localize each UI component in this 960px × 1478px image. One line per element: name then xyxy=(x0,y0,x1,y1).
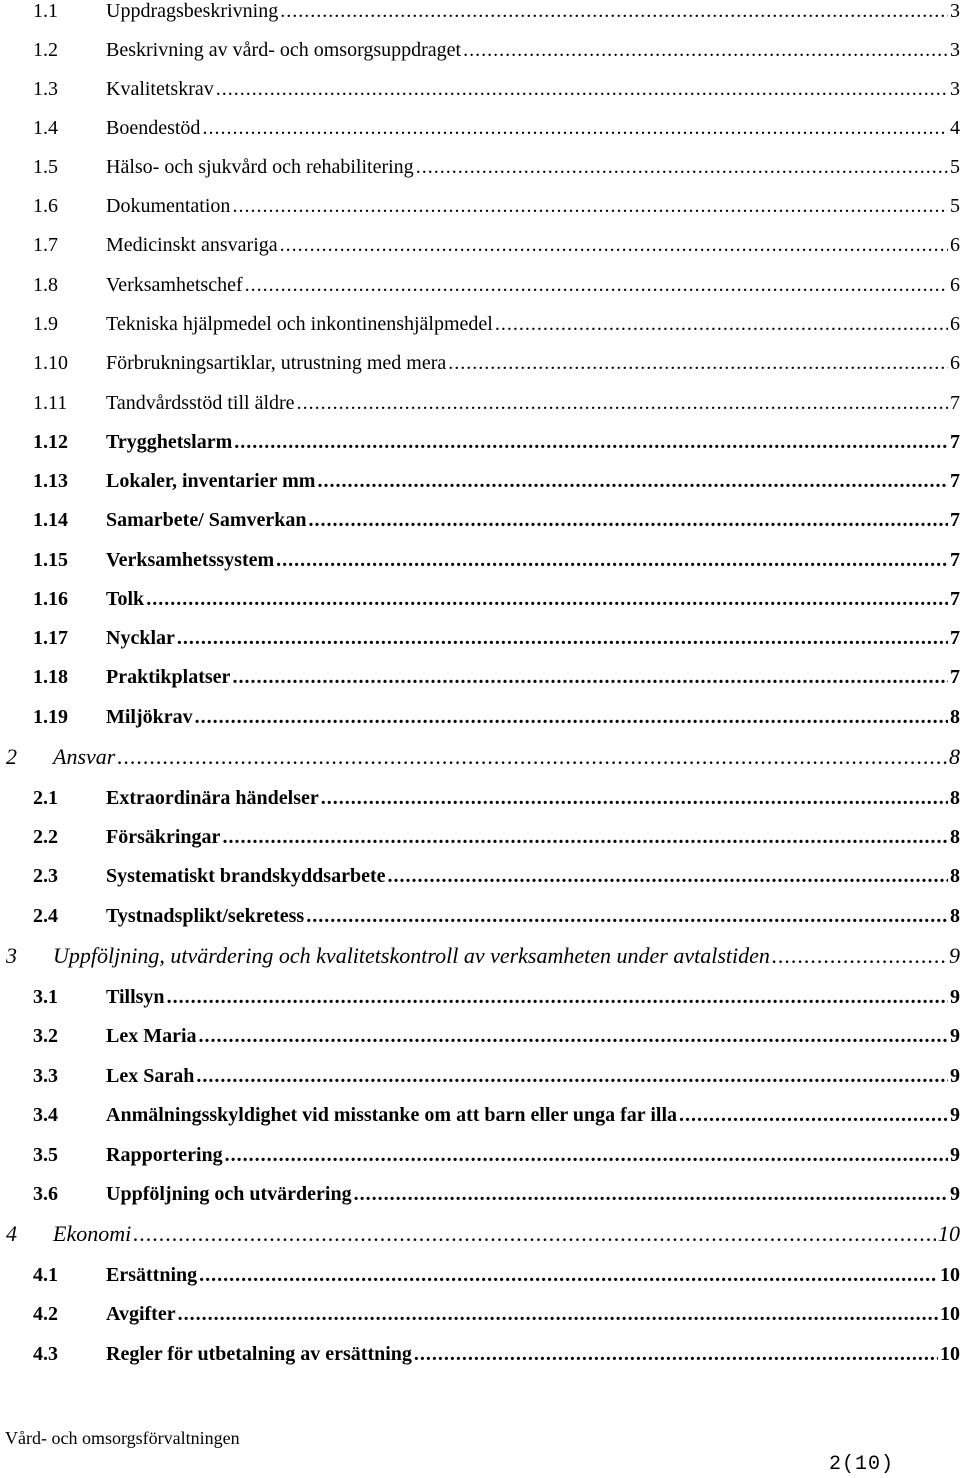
toc-entry-title: Kvalitetskrav xyxy=(106,78,214,100)
toc-entry[interactable] xyxy=(0,702,960,732)
toc-entry-page: 5 xyxy=(950,156,960,178)
toc-entry-page: 8 xyxy=(950,865,960,887)
toc-entry[interactable] xyxy=(0,466,960,496)
toc-entry-title: Lokaler, inventarier mm xyxy=(106,470,316,492)
toc-entry[interactable] xyxy=(0,113,960,143)
toc-entry-title: Ansvar xyxy=(53,744,116,769)
toc-entry-number: 1.5 xyxy=(33,156,58,178)
toc-entry-title: Rapportering xyxy=(106,1144,223,1166)
toc-dot-leader xyxy=(245,270,948,300)
toc-entry[interactable] xyxy=(0,982,960,1012)
toc-dot-leader xyxy=(195,702,948,732)
toc-dot-leader xyxy=(276,545,948,575)
toc-entry-page: 9 xyxy=(950,1104,960,1126)
toc-entry[interactable] xyxy=(0,861,960,891)
toc-dot-leader xyxy=(309,505,948,535)
toc-entry-number: 4.3 xyxy=(33,1343,58,1365)
toc-dot-leader xyxy=(202,113,948,143)
toc-entry-title: Dokumentation xyxy=(106,195,231,217)
toc-dot-leader xyxy=(225,1140,948,1170)
toc-entry-title: Anmälningsskyldighet vid misstanke om att barn eller unga far illa xyxy=(106,1104,677,1126)
toc-entry-number: 3.5 xyxy=(33,1144,58,1166)
toc-entry-title: Boendestöd xyxy=(106,117,201,139)
toc-dot-leader xyxy=(216,74,948,104)
toc-dot-leader xyxy=(232,662,948,692)
toc-dot-leader xyxy=(178,1299,938,1329)
toc-entry-title: Trygghetslarm xyxy=(106,431,233,453)
toc-entry-page: 8 xyxy=(950,905,960,927)
toc-entry-page: 7 xyxy=(950,470,960,492)
toc-dot-leader xyxy=(414,1339,938,1369)
toc-entry-page: 7 xyxy=(950,588,960,610)
toc-entry[interactable] xyxy=(0,74,960,104)
toc-entry-number: 3.1 xyxy=(33,986,58,1008)
toc-entry[interactable] xyxy=(0,348,960,378)
toc-entry-page: 6 xyxy=(950,313,960,335)
toc-entry-title: Lex Maria xyxy=(106,1025,197,1047)
toc-entry-number: 3 xyxy=(6,943,17,968)
toc-dot-leader xyxy=(297,388,948,418)
toc-dot-leader xyxy=(321,783,948,813)
toc-entry-title: Miljökrav xyxy=(106,706,193,728)
toc-entry-title: Hälso- och sjukvård och rehabilitering xyxy=(106,156,414,178)
toc-entry-page: 3 xyxy=(950,39,960,61)
toc-entry-title: Tolk xyxy=(106,588,145,610)
toc-entry-page: 6 xyxy=(950,274,960,296)
toc-entry-number: 2.2 xyxy=(33,826,58,848)
toc-entry-page: 10 xyxy=(940,1303,960,1325)
toc-entry[interactable] xyxy=(0,388,960,418)
toc-dot-leader xyxy=(495,309,948,339)
toc-dot-leader xyxy=(280,230,948,260)
toc-entry-page: 3 xyxy=(950,0,960,22)
toc-entry-number: 1.11 xyxy=(33,392,68,414)
toc-entry[interactable] xyxy=(0,1299,960,1329)
toc-entry-number: 1.4 xyxy=(33,117,58,139)
toc-entry-page: 6 xyxy=(950,352,960,374)
toc-entry-number: 1.9 xyxy=(33,313,58,335)
toc-entry-number: 1.12 xyxy=(33,431,68,453)
toc-dot-leader xyxy=(416,152,948,182)
toc-entry-title: Extraordinära händelser xyxy=(106,787,319,809)
toc-dot-leader xyxy=(317,466,948,496)
toc-entry-title: Uppföljning och utvärdering xyxy=(106,1183,352,1205)
toc-entry-page: 9 xyxy=(949,943,960,968)
toc-entry-title: Lex Sarah xyxy=(106,1065,195,1087)
toc-entry-page: 3 xyxy=(950,78,960,100)
toc-entry-page: 8 xyxy=(949,744,960,769)
toc-entry-number: 2.3 xyxy=(33,865,58,887)
toc-entry-page: 8 xyxy=(950,706,960,728)
toc-entry-title: Beskrivning av vård- och omsorgsuppdraget xyxy=(106,39,462,61)
toc-entry-page: 7 xyxy=(950,627,960,649)
toc-entry[interactable] xyxy=(0,662,960,692)
toc-entry-title: Uppföljning, utvärdering och kvalitetskontroll av verksamheten under avtalstiden xyxy=(53,943,770,968)
toc-entry[interactable] xyxy=(0,783,960,813)
toc-entry-title: Ekonomi xyxy=(53,1221,132,1246)
toc-entry[interactable] xyxy=(0,1219,960,1249)
toc-dot-leader xyxy=(177,623,948,653)
toc-entry-title: Tystnadsplikt/sekretess xyxy=(106,905,305,927)
footer-organization: Vård- och omsorgsförvaltningen xyxy=(5,1428,240,1448)
toc-entry[interactable] xyxy=(0,545,960,575)
toc-entry-title: Samarbete/ Samverkan xyxy=(106,509,307,531)
toc-entry-title: Försäkringar xyxy=(106,826,221,848)
toc-dot-leader xyxy=(199,1260,938,1290)
toc-entry[interactable] xyxy=(0,1021,960,1051)
toc-entry-page: 7 xyxy=(950,509,960,531)
toc-entry-page: 7 xyxy=(950,392,960,414)
toc-entry[interactable] xyxy=(0,309,960,339)
toc-dot-leader xyxy=(387,861,948,891)
toc-entry[interactable] xyxy=(0,822,960,852)
toc-entry-page: 7 xyxy=(950,666,960,688)
toc-entry[interactable] xyxy=(0,901,960,931)
toc-entry-number: 1.3 xyxy=(33,78,58,100)
toc-entry-number: 1.2 xyxy=(33,39,58,61)
footer-page-indicator: 2(10) xyxy=(829,1453,895,1476)
toc-entry-number: 1.10 xyxy=(33,352,68,374)
toc-entry-title: Regler för utbetalning av ersättning xyxy=(106,1343,412,1365)
toc-dot-leader xyxy=(146,584,948,614)
toc-entry-number: 3.4 xyxy=(33,1104,58,1126)
toc-entry-page: 8 xyxy=(950,787,960,809)
toc-entry[interactable] xyxy=(0,742,960,772)
toc-entry-page: 4 xyxy=(950,117,960,139)
toc-entry[interactable] xyxy=(0,35,960,65)
toc-entry-number: 1.14 xyxy=(33,509,68,531)
toc-entry[interactable] xyxy=(0,505,960,535)
toc-entry-page: 9 xyxy=(950,986,960,1008)
toc-entry-number: 2.1 xyxy=(33,787,58,809)
toc-dot-leader xyxy=(196,1061,948,1091)
toc-entry-number: 1.6 xyxy=(33,195,58,217)
toc-entry-page: 9 xyxy=(950,1065,960,1087)
toc-entry-page: 10 xyxy=(940,1264,960,1286)
toc-entry-title: Verksamhetschef xyxy=(106,274,243,296)
toc-dot-leader xyxy=(133,1219,936,1249)
toc-entry-title: Avgifter xyxy=(106,1303,176,1325)
toc-entry-title: Praktikplatser xyxy=(106,666,231,688)
toc-entry-number: 1.13 xyxy=(33,470,68,492)
toc-entry[interactable] xyxy=(0,152,960,182)
toc-dot-leader xyxy=(448,348,948,378)
toc-entry-page: 8 xyxy=(950,826,960,848)
toc-dot-leader xyxy=(306,901,948,931)
toc-entry-title: Medicinskt ansvariga xyxy=(106,234,278,256)
toc-dot-leader xyxy=(280,0,948,26)
toc-entry-page: 6 xyxy=(950,234,960,256)
toc-dot-leader xyxy=(463,35,948,65)
toc-entry-number: 1.8 xyxy=(33,274,58,296)
toc-entry-page: 7 xyxy=(950,431,960,453)
toc-entry-title: Tekniska hjälpmedel och inkontinenshjälpmedel xyxy=(106,313,493,335)
toc-entry-title: Verksamhetssystem xyxy=(106,549,275,571)
toc-entry-number: 1.1 xyxy=(33,0,58,22)
toc-entry-title: Förbrukningsartiklar, utrustning med mera xyxy=(106,352,447,374)
toc-entry-number: 1.7 xyxy=(33,234,58,256)
toc-entry-number: 2 xyxy=(6,744,17,769)
toc-entry-number: 3.3 xyxy=(33,1065,58,1087)
toc-entry-title: Ersättning xyxy=(106,1264,198,1286)
toc-entry-page: 5 xyxy=(950,195,960,217)
toc-entry-page: 10 xyxy=(938,1221,960,1246)
toc-entry[interactable] xyxy=(0,230,960,260)
toc-dot-leader xyxy=(679,1100,948,1130)
toc-entry-number: 1.16 xyxy=(33,588,68,610)
toc-entry[interactable] xyxy=(0,270,960,300)
toc-entry-title: Uppdragsbeskrivning xyxy=(106,0,279,22)
toc-entry-title: Tillsyn xyxy=(106,986,165,1008)
toc-entry-page: 9 xyxy=(950,1144,960,1166)
toc-dot-leader xyxy=(117,742,947,772)
toc-entry-number: 4.2 xyxy=(33,1303,58,1325)
toc-entry[interactable] xyxy=(0,1179,960,1209)
toc-dot-leader xyxy=(772,941,947,971)
toc-entry-page: 10 xyxy=(940,1343,960,1365)
toc-dot-leader xyxy=(222,822,948,852)
toc-entry-page: 9 xyxy=(950,1183,960,1205)
toc-entry-number: 1.17 xyxy=(33,627,68,649)
toc-entry-number: 2.4 xyxy=(33,905,58,927)
toc-entry[interactable] xyxy=(0,0,960,26)
toc-dot-leader xyxy=(232,191,948,221)
toc-entry[interactable] xyxy=(0,1061,960,1091)
toc-entry[interactable] xyxy=(0,623,960,653)
toc-entry[interactable] xyxy=(0,1140,960,1170)
toc-entry-number: 4.1 xyxy=(33,1264,58,1286)
toc-entry[interactable] xyxy=(0,1339,960,1369)
toc-entry-title: Systematiskt brandskyddsarbete xyxy=(106,865,386,887)
toc-entry[interactable] xyxy=(0,941,960,971)
toc-entry-number: 3.2 xyxy=(33,1025,58,1047)
toc-entry[interactable] xyxy=(0,427,960,457)
toc-entry-page: 9 xyxy=(950,1025,960,1047)
toc-entry[interactable] xyxy=(0,1100,960,1130)
toc-entry-number: 3.6 xyxy=(33,1183,58,1205)
toc-entry-number: 1.19 xyxy=(33,706,68,728)
toc-entry-number: 4 xyxy=(6,1221,17,1246)
toc-entry[interactable] xyxy=(0,191,960,221)
toc-entry-page: 7 xyxy=(950,549,960,571)
toc-dot-leader xyxy=(234,427,948,457)
toc-entry-title: Nycklar xyxy=(106,627,175,649)
toc-dot-leader xyxy=(199,1021,948,1051)
toc-entry-number: 1.15 xyxy=(33,549,68,571)
toc-dot-leader xyxy=(354,1179,948,1209)
toc-entry-title: Tandvårdsstöd till äldre xyxy=(106,392,295,414)
toc-dot-leader xyxy=(167,982,948,1012)
toc-entry[interactable] xyxy=(0,1260,960,1290)
toc-entry-number: 1.18 xyxy=(33,666,68,688)
toc-entry[interactable] xyxy=(0,584,960,614)
